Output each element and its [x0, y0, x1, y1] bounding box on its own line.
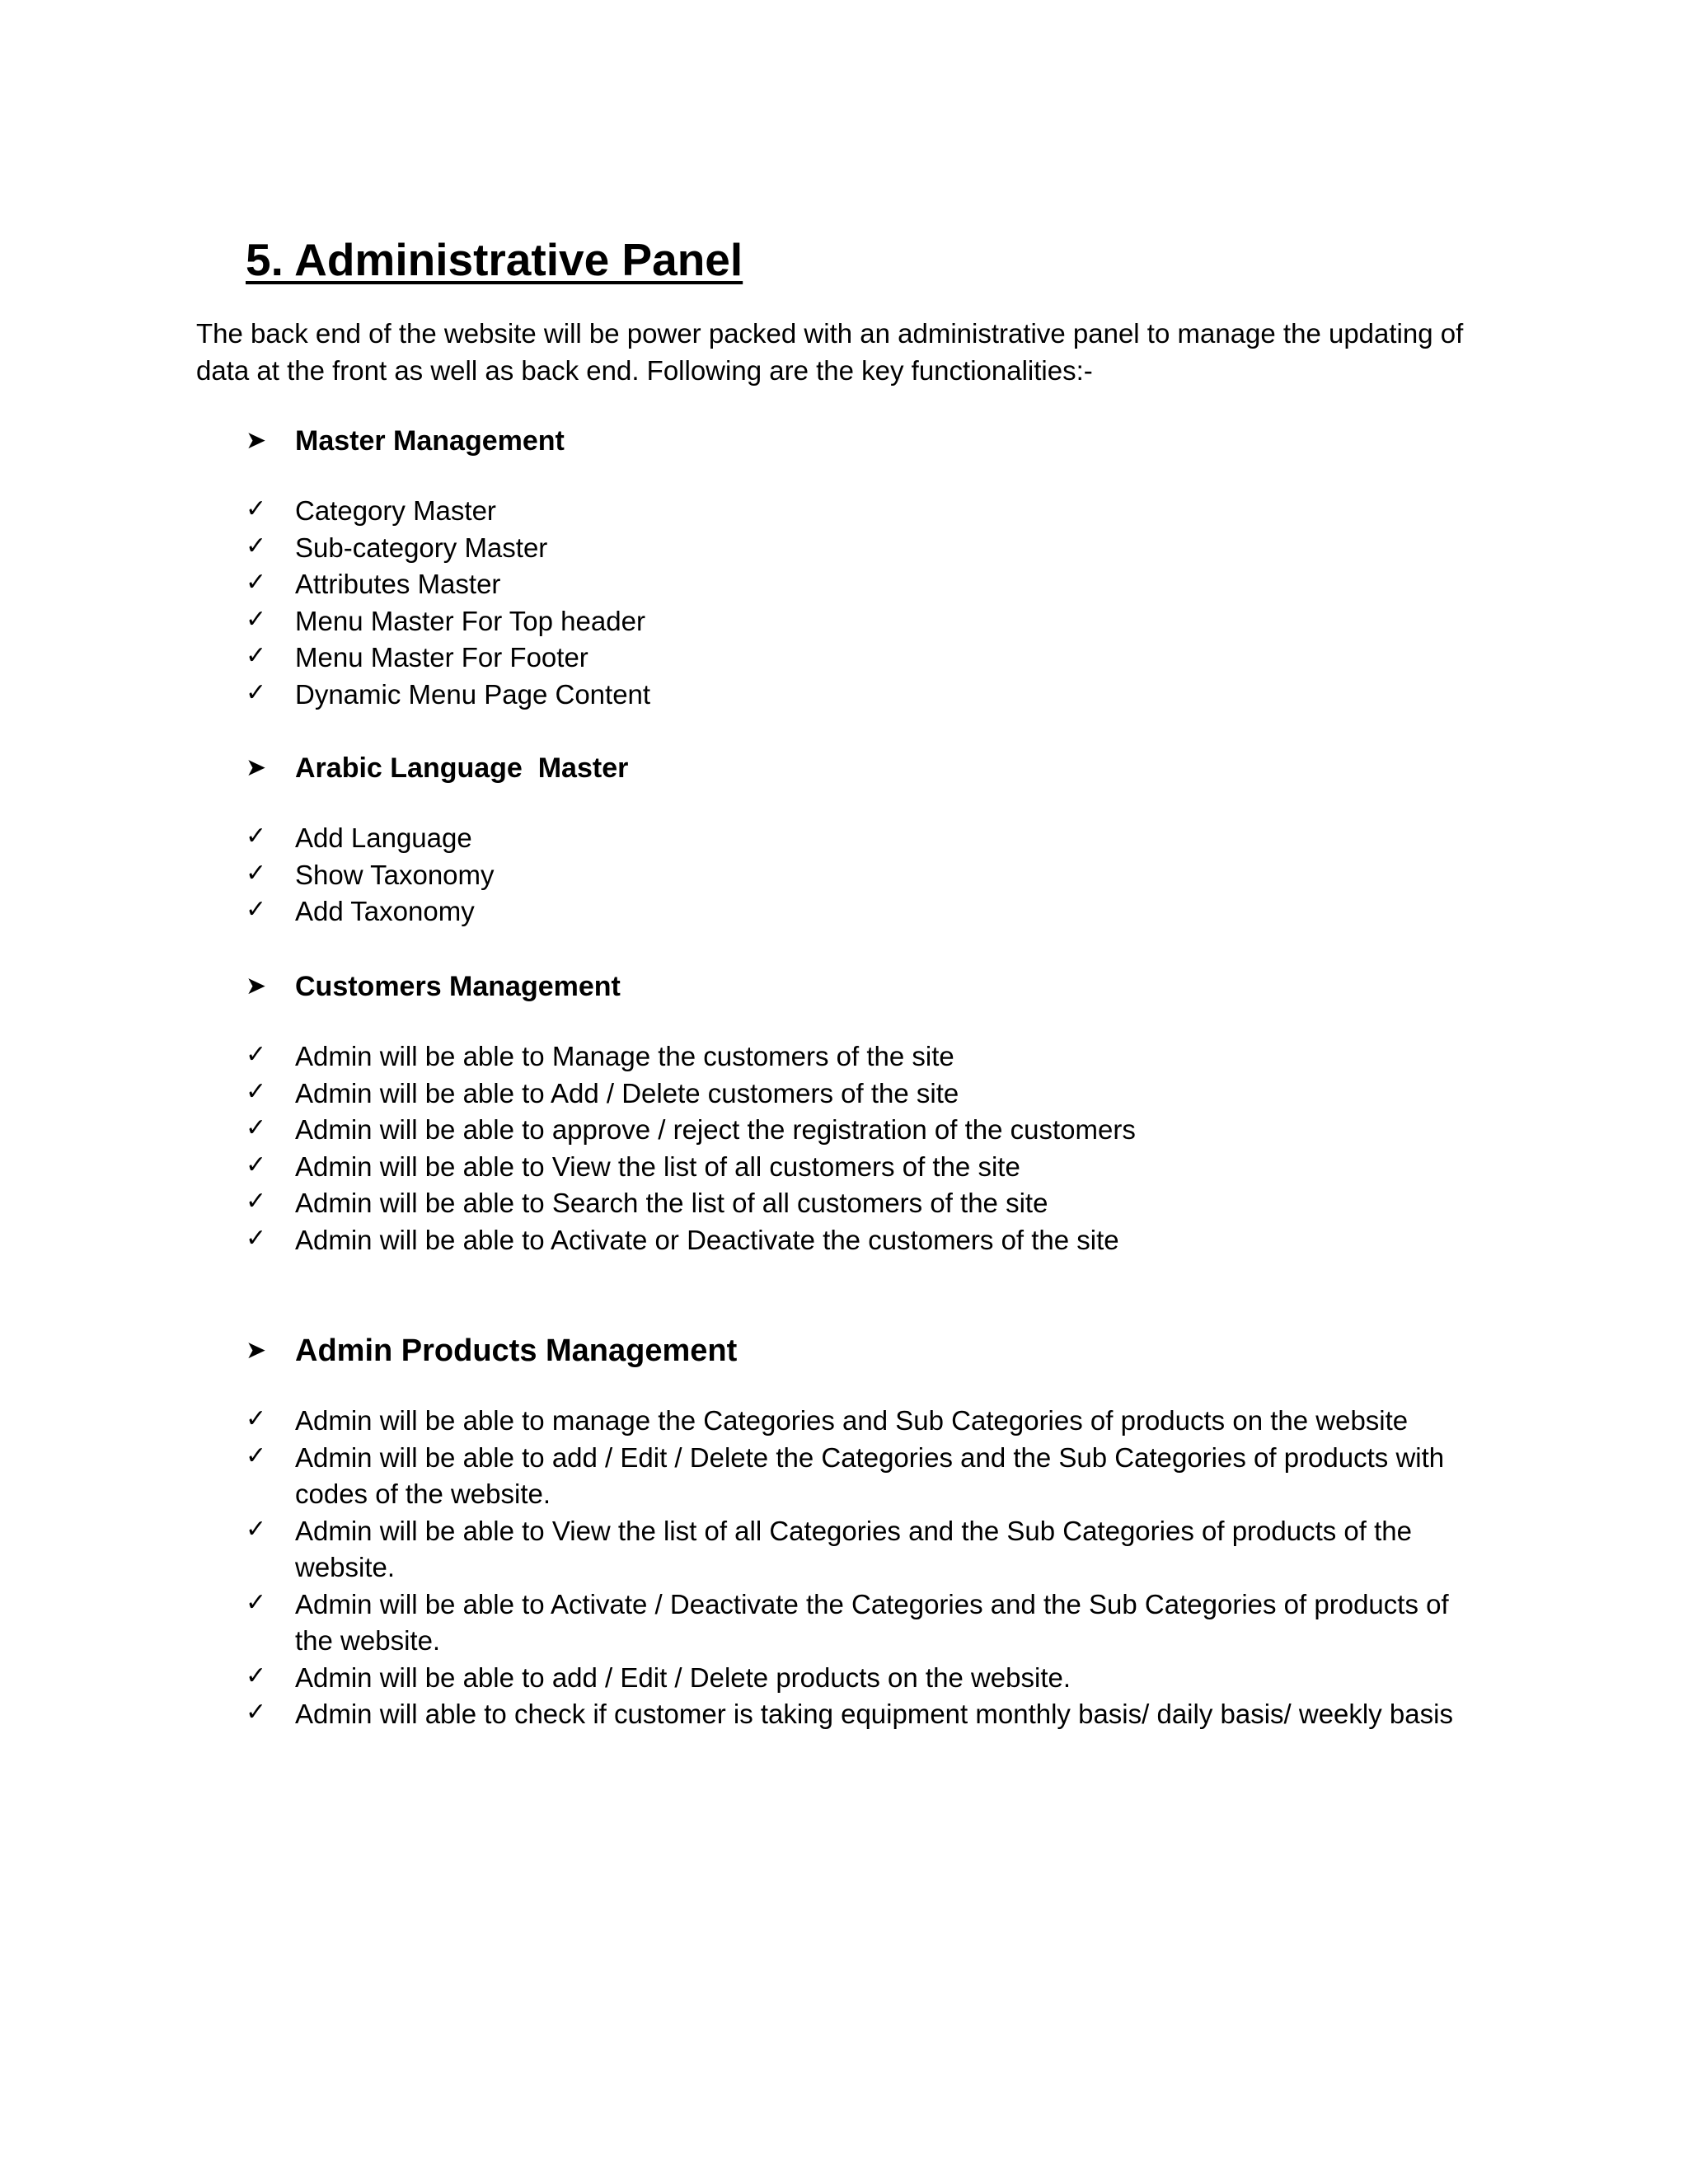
section-heading-label: Arabic Language Master	[295, 752, 629, 784]
checkmark-icon: ✓	[246, 1223, 267, 1253]
list-item-text: Admin will be able to add / Edit / Delete products on the website.	[295, 1661, 1071, 1693]
section-admin-products-management	[246, 1330, 1482, 1733]
section-customers-management	[246, 966, 1482, 1258]
list-item	[246, 1696, 1482, 1733]
checkmark-icon: ✓	[246, 1187, 267, 1216]
checkmark-icon: ✓	[246, 1404, 267, 1433]
list-item-text: Admin will be able to manage the Categories and Sub Categories of products on the website	[295, 1405, 1409, 1436]
item-list	[246, 493, 1482, 713]
list-item	[246, 677, 1482, 714]
list-item-text: Admin will be able to approve / reject the registration of the customers	[295, 1114, 1136, 1145]
checkmark-icon: ✓	[246, 1698, 267, 1727]
list-item-text: Menu Master For Footer	[295, 642, 588, 673]
item-list	[246, 820, 1482, 930]
list-item	[246, 857, 1482, 894]
list-item-text: Admin will be able to Search the list of all customers of the site	[295, 1188, 1048, 1218]
section-heading	[246, 748, 1482, 789]
checkmark-icon: ✓	[246, 1113, 267, 1142]
checkmark-icon: ✓	[246, 1441, 267, 1470]
list-item-text: Admin will be able to Manage the customers of the site	[295, 1041, 954, 1071]
list-item-text: Admin will be able to View the list of all customers of the site	[295, 1151, 1020, 1182]
list-item	[246, 1440, 1482, 1513]
list-item-text: Attributes Master	[295, 569, 501, 599]
section-arabic-language-master	[246, 748, 1482, 930]
checkmark-icon: ✓	[246, 895, 267, 924]
list-item-text: Sub-category Master	[295, 532, 548, 563]
list-item	[246, 566, 1482, 603]
list-item-text: Admin will be able to add / Edit / Delete the Categories and the Sub Categories of products with codes of the website.	[295, 1441, 1445, 1509]
section-heading	[246, 966, 1482, 1007]
list-item	[246, 530, 1482, 567]
section-master-management	[246, 420, 1482, 713]
list-item-text: Admin will be able to Activate or Deactivate the customers of the site	[295, 1224, 1119, 1255]
list-item	[246, 1112, 1482, 1149]
list-item	[246, 1513, 1482, 1586]
checkmark-icon: ✓	[246, 822, 267, 851]
list-item	[246, 493, 1482, 530]
checkmark-icon: ✓	[246, 1076, 267, 1106]
checkmark-icon: ✓	[246, 1587, 267, 1617]
list-item-text: Admin will be able to Activate / Deactivate the Categories and the Sub Categories of products of the website.	[295, 1588, 1449, 1656]
checkmark-icon: ✓	[246, 1150, 267, 1179]
list-item	[246, 1149, 1482, 1186]
list-item-text: Menu Master For Top header	[295, 605, 645, 636]
list-item	[246, 1660, 1482, 1697]
list-item-text: Admin will be able to View the list of all Categories and the Sub Categories of products of the website.	[295, 1515, 1412, 1582]
intro-paragraph: The back end of the website will be power packed with an administrative panel to manage the updating of data at the front as well as back end. Following are the key functionalities:-	[196, 318, 1464, 386]
checkmark-icon: ✓	[246, 1040, 267, 1069]
page-title: 5. Administrative Panel	[246, 234, 743, 285]
list-item-text: Show Taxonomy	[295, 859, 495, 890]
list-item	[246, 1038, 1482, 1076]
arrowhead-bullet-icon: ➤	[246, 427, 267, 454]
checkmark-icon: ✓	[246, 641, 267, 670]
checkmark-icon: ✓	[246, 604, 267, 634]
arrowhead-bullet-icon: ➤	[246, 972, 267, 1000]
section-heading	[246, 1330, 1482, 1371]
list-item	[246, 1076, 1482, 1113]
list-item	[246, 1222, 1482, 1259]
checkmark-icon: ✓	[246, 677, 267, 707]
checkmark-icon: ✓	[246, 1661, 267, 1690]
list-item	[246, 640, 1482, 677]
list-item	[246, 1185, 1482, 1222]
item-list	[246, 1038, 1482, 1258]
list-item-text: Dynamic Menu Page Content	[295, 678, 651, 710]
section-heading	[246, 420, 1482, 462]
checkmark-icon: ✓	[246, 1514, 267, 1544]
list-item-text: Category Master	[295, 495, 496, 526]
arrowhead-bullet-icon: ➤	[246, 1337, 267, 1364]
section-heading-label: Admin Products Management	[295, 1333, 738, 1368]
list-item	[246, 820, 1482, 857]
checkmark-icon: ✓	[246, 494, 267, 523]
section-heading-label: Master Management	[295, 425, 565, 457]
item-list	[246, 1403, 1482, 1733]
checkmark-icon: ✓	[246, 531, 267, 560]
list-item	[246, 603, 1482, 640]
list-item	[246, 893, 1482, 930]
list-item-text: Add Taxonomy	[295, 896, 475, 926]
checkmark-icon: ✓	[246, 858, 267, 888]
list-item-text: Admin will be able to Add / Delete customers of the site	[295, 1077, 959, 1108]
checkmark-icon: ✓	[246, 568, 267, 597]
list-item-text: Add Language	[295, 823, 472, 853]
section-heading-label: Customers Management	[295, 971, 621, 1002]
list-item	[246, 1586, 1482, 1660]
arrowhead-bullet-icon: ➤	[246, 754, 267, 781]
list-item	[246, 1403, 1482, 1440]
list-item-text: Admin will able to check if customer is taking equipment monthly basis/ daily basis/ weekly basis	[295, 1699, 1453, 1729]
